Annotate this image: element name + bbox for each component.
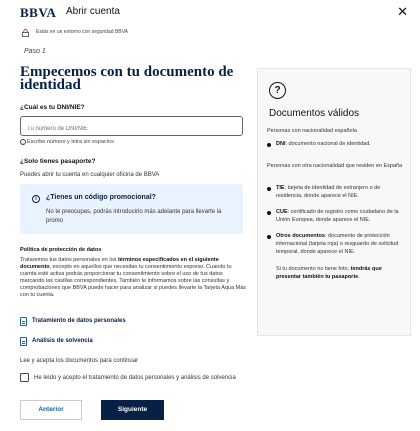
footer-end: . xyxy=(358,274,360,280)
consent-checkbox[interactable] xyxy=(20,373,29,382)
tie-item xyxy=(276,184,406,200)
top-bar xyxy=(0,0,420,24)
otros-item xyxy=(276,232,406,256)
bullet xyxy=(267,143,271,147)
otros-text: : documento de protección internacional (tarjeta roja) o resguardo de solicitud temporal, donde aparece el NIE. xyxy=(276,233,399,255)
info-icon: i xyxy=(20,139,26,145)
spanish-intro: Personas con nacionalidad española xyxy=(267,128,357,134)
secure-text: Estás en un entorno con seguridad BBVA xyxy=(36,29,128,35)
privacy-text xyxy=(20,257,248,299)
next-button[interactable]: Siguiente xyxy=(101,400,164,420)
card-footer xyxy=(276,265,406,281)
passport-question: ¿Solo tienes pasaporte? xyxy=(20,158,96,165)
document-icon xyxy=(20,337,27,346)
cue-text: : certificado de registro como ciudadano de la Unión Europea, donde aparece el NIE. xyxy=(276,209,399,223)
tie-text: : tarjeta de identidad de extranjero o de residencia, donde aparece el NIE. xyxy=(276,185,381,199)
footer-bold: tendrás que presentar también tu pasaporte xyxy=(276,266,382,280)
bullet xyxy=(267,211,271,215)
dni-hint: Escribe número y letra sin espacios xyxy=(27,139,114,145)
form-title: Empecemos con tu documento de identidad xyxy=(20,64,234,93)
step-label: Paso 1 xyxy=(24,48,46,55)
document-icon xyxy=(20,317,27,326)
dni-item xyxy=(276,140,406,148)
privacy-text-rest: , excepto en aquellos que necesitan tu consentimiento expreso. Cuando tu cuenta esté activa podrás proporcionar tu consentimiento sobre el uso de tus datos marcando las casillas correspondientes. También te informamos sobre las consultas y comprobaciones que BBVA puede hacer para analizar si puedes llevarte la Tarjeta Aqua Más con tu cuenta. xyxy=(20,264,247,298)
consent-label: He leído y acepto el tratamiento de datos personales y análisis de solvencia xyxy=(34,374,236,381)
read-accept-text: Lee y acepta los documentos para continuar xyxy=(20,358,139,364)
previous-button[interactable]: Anterior xyxy=(20,400,82,420)
tie-bold: TIE xyxy=(276,185,285,191)
main-content xyxy=(0,42,420,431)
doc-link-label: Tratamiento de datos personales xyxy=(32,318,126,324)
secure-banner xyxy=(0,24,420,42)
promo-title: ¿Tienes un código promocional? xyxy=(46,194,156,201)
privacy-title: Política de protección de datos xyxy=(20,247,102,253)
bullet xyxy=(267,187,271,191)
footer-text: Si tu documento no tiene foto, xyxy=(276,266,351,272)
close-icon[interactable]: ✕ xyxy=(397,4,408,19)
page-title: Abrir cuenta xyxy=(66,6,120,17)
dni-field[interactable] xyxy=(20,116,243,136)
question-icon: ? xyxy=(269,82,286,99)
dni-bold: DNI xyxy=(276,141,286,147)
privacy-link[interactable]: términos especificados en el siguiente documento xyxy=(20,257,219,270)
dni-question: ¿Cuál es tu DNI/NIE? xyxy=(20,104,85,111)
otros-bold: Otros documentos xyxy=(276,233,325,239)
passport-text: Puedes abrir tu cuenta en cualquier oficina de BBVA xyxy=(20,172,160,178)
doc-link-label: Análisis de solvencia xyxy=(32,338,93,344)
promo-box xyxy=(20,184,243,234)
cue-bold: CUE xyxy=(276,209,288,215)
info-icon: i xyxy=(32,195,40,203)
other-intro: Personas con otra nacionalidad que residen en España xyxy=(267,163,403,169)
bbva-logo: BBVA xyxy=(20,5,57,20)
promo-text: No te preocupes, podrás introducirlo más adelante para llevarte la promo xyxy=(46,209,222,224)
lock-icon xyxy=(22,29,29,37)
dni-input[interactable] xyxy=(21,120,242,138)
privacy-text-start: Trataremos tus datos personales en los xyxy=(20,257,118,263)
bullet xyxy=(267,235,271,239)
dni-text: : documento nacional de identidad. xyxy=(285,141,371,147)
card-title: Documentos válidos xyxy=(269,108,360,119)
cue-item xyxy=(276,208,406,224)
valid-documents-card xyxy=(257,68,411,336)
